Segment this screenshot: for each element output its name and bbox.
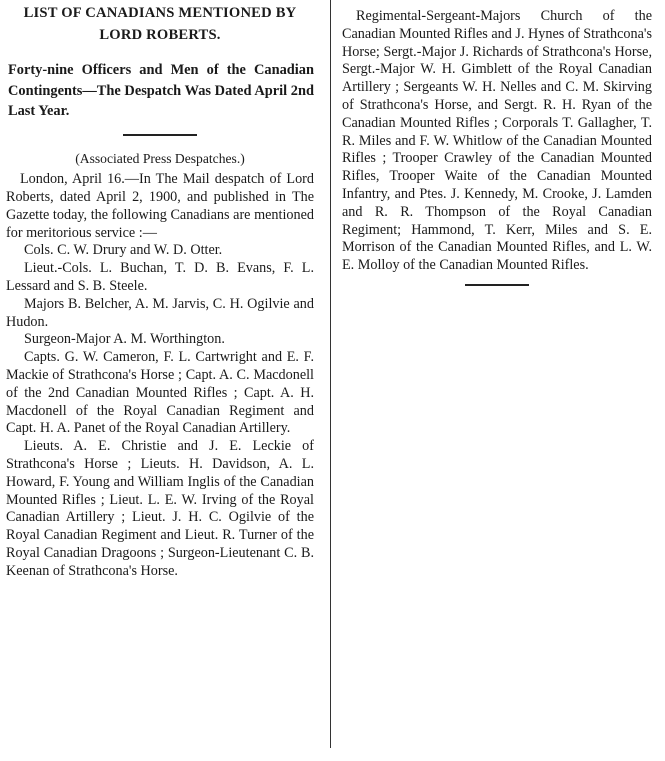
article-headline: LIST OF CANADIANS MENTIONED BY LORD ROBERTS. [23, 5, 297, 43]
column-divider [330, 0, 331, 748]
end-divider [465, 284, 529, 286]
body-paragraph: Majors B. Belcher, A. M. Jarvis, C. H. Ogilvie and Hudon. [6, 295, 314, 330]
body-paragraph: Lieut.-Cols. L. Buchan, T. D. B. Evans, F. L. Lessard and S. B. Steele. [6, 260, 314, 295]
section-divider [123, 134, 197, 136]
body-paragraph: Lieuts. A. E. Christie and J. E. Leckie of Strathcona's Horse ; Lieuts. H. Davidson, A. L. Howard, F. Young and William Inglis of the Canadian Mounted Rifles ; Lieut. L. E. W. Irving of the Royal Canadian Artillery ; Lieut. J. H. C. Ogilvie of the Royal Canadian Regiment and Lieut. R. Turner of the Royal Canadian Dragoons ; Surgeon-Lieutenant C. B. Keenan of Strathcona's Horse. [6, 438, 314, 579]
body-paragraph: Capts. G. W. Cameron, F. L. Cartwright and E. F. Mackie of Strathcona's Horse ; Capt. A. C. Macdonell of the 2nd Canadian Mounted Rifles ; Capt. A. H. Macdonell of the Royal Canadian Regiment and Capt. H. A. Panet of the Royal Canadian Artillery. [6, 349, 314, 437]
body-paragraph: London, April 16.—In The Mail despatch of Lord Roberts, dated April 2, 1900, and published in The Gazette today, the following Canadians are mentioned for meritorious service :— [6, 171, 314, 241]
body-paragraph: Cols. C. W. Drury and W. D. Otter. [24, 242, 223, 259]
right-column [342, 0, 652, 286]
body-paragraph: Regimental-Sergeant-Majors Church of the Canadian Mounted Rifles and J. Hynes of Strathcona's Horse; Sergt.-Major J. Richards of Strathcona's Horse, Sergt.-Major W. H. Gimblett of the Royal Canadian Artillery ; Sergeants W. H. Nelles and C. M. Skirving of Strathcona's Horse, and Sergt. R. H. Ryan of the Canadian Mounted Rifles ; Corporals T. Gallagher, T. R. Miles and F. W. Whitlow of the Canadian Mounted Rifles ; Trooper Crawley of the Canadian Mounted Rifles, Trooper Waite of the Canadian Mounted Infantry, and Ptes. J. Kennedy, M. Crooke, J. Lamden and R. R. Thompson of the Royal Canadian Regiment; Hammond, T. Kerr, Miles and S. E. Morrison of the Canadian Mounted Rifles, and L. W. E. Molloy of the Canadian Mounted Rifles. [342, 8, 652, 274]
article-subhead: Forty-nine Officers and Men of the Canadian Contingents—The Despatch Was Dated April 2nd Last Year. [8, 62, 314, 119]
wire-credit: (Associated Press Despatches.) [75, 150, 245, 166]
body-paragraph: Surgeon-Major A. M. Worthington. [24, 331, 225, 348]
left-column [6, 0, 314, 581]
